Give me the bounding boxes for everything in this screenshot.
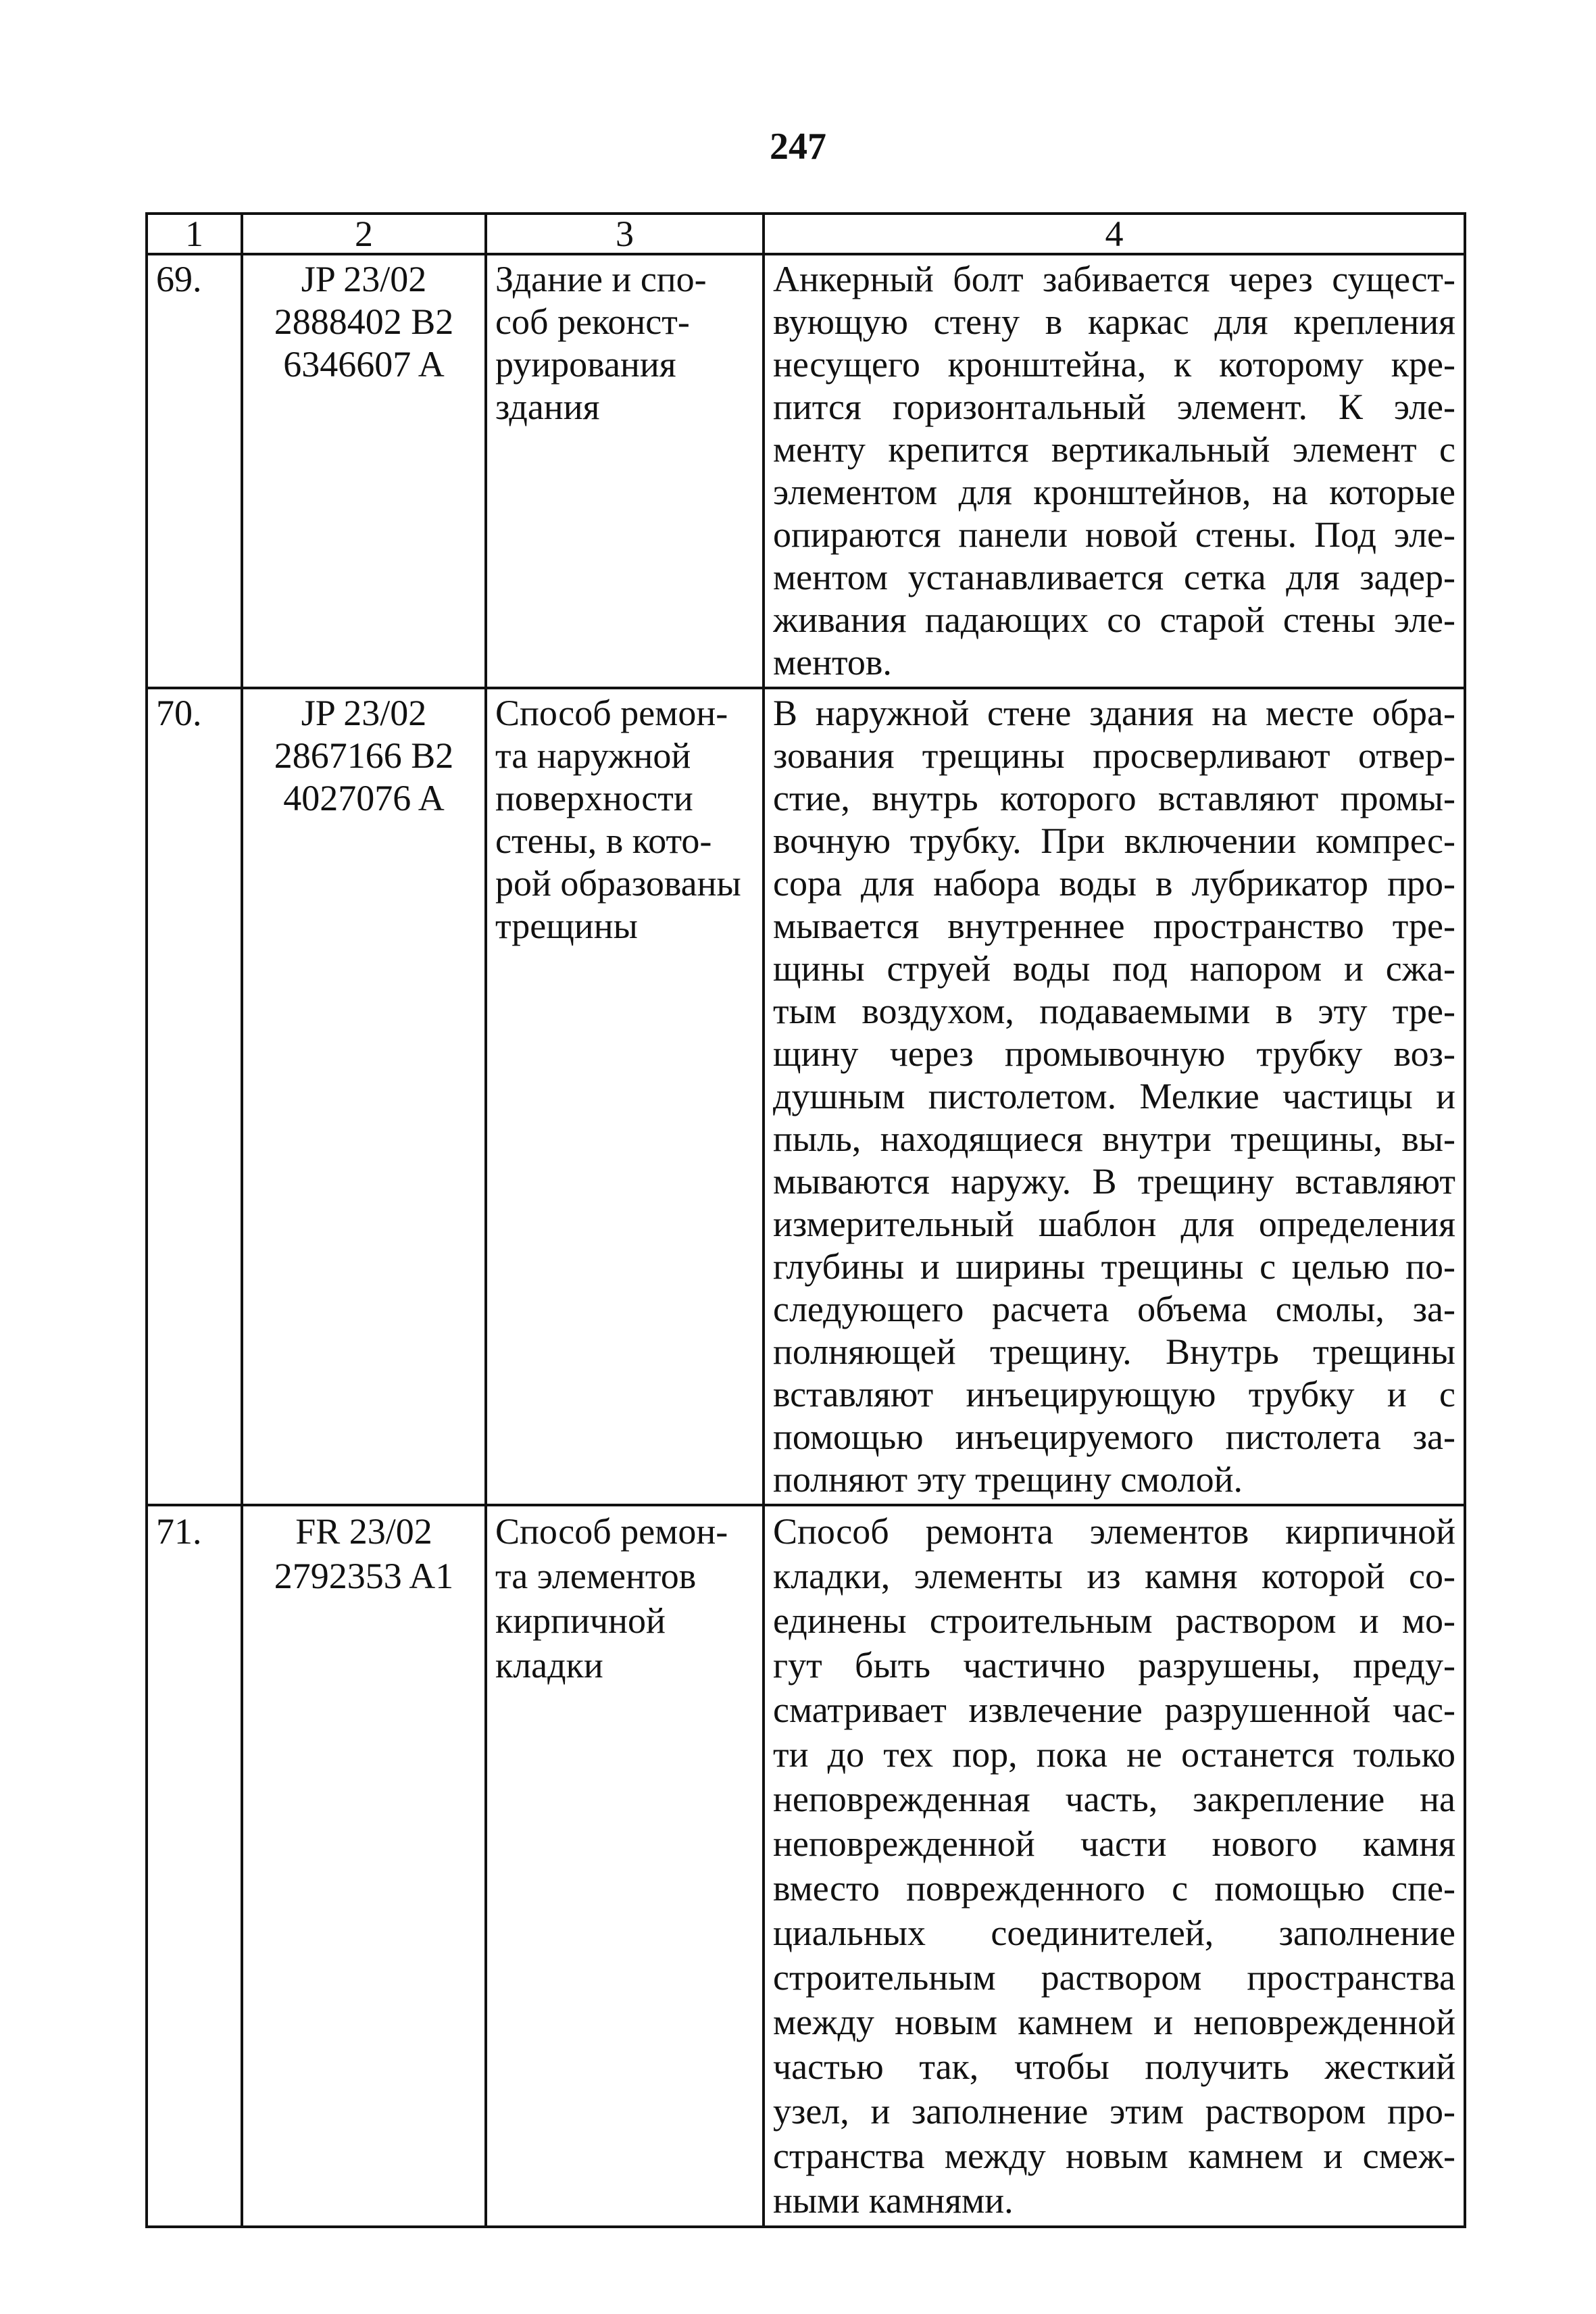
text-line: 2867166 B2 bbox=[274, 735, 454, 776]
patent-numbers bbox=[242, 688, 486, 1505]
text-line: FR 23/02 bbox=[295, 1511, 432, 1552]
invention-title bbox=[486, 254, 764, 688]
header-col-2: 2 bbox=[242, 214, 486, 254]
text-line: Здание и спо- bbox=[495, 259, 707, 299]
text-line: кирпичной bbox=[495, 1600, 666, 1641]
row-number: 69. bbox=[147, 254, 242, 688]
text-line: циальных соединителей, заполнение bbox=[773, 1913, 1455, 1953]
text-line: ти до тех пор, пока не останется только bbox=[773, 1734, 1455, 1775]
text-line: полняют эту трещину смолой. bbox=[773, 1459, 1243, 1500]
text-line: мывается внутреннее пространство тре- bbox=[773, 906, 1455, 946]
text-line: следующего расчета объема смолы, за- bbox=[773, 1289, 1455, 1329]
text-line: трещины bbox=[495, 906, 638, 946]
text-line: кладки, элементы из камня которой со- bbox=[773, 1556, 1455, 1596]
text-line: глубины и ширины трещины с целью по- bbox=[773, 1246, 1455, 1287]
invention-title bbox=[486, 1505, 764, 2227]
text-line: 2888402 B2 bbox=[274, 301, 454, 342]
text-line: та наружной bbox=[495, 735, 691, 776]
text-line: Способ ремонта элементов кирпичной bbox=[773, 1511, 1455, 1552]
text-line: вующую стену в каркас для крепления bbox=[773, 301, 1455, 342]
text-line: руирования bbox=[495, 344, 676, 385]
text-line: ными камнями. bbox=[773, 2180, 1014, 2221]
text-line: вставляют инъецирующую трубку и с bbox=[773, 1374, 1455, 1414]
text-line: несущего кронштейна, к которому кре- bbox=[773, 344, 1455, 385]
text-line: единены строительным раствором и мо- bbox=[773, 1600, 1455, 1641]
row-number: 70. bbox=[147, 688, 242, 1505]
text-line: В наружной стене здания на месте обра- bbox=[773, 693, 1455, 733]
text-line: щины струей воды под напором и сжа- bbox=[773, 948, 1455, 989]
patent-numbers bbox=[242, 254, 486, 688]
text-line: между новым камнем и неповрежденной bbox=[773, 2002, 1455, 2042]
row-number: 71. bbox=[147, 1505, 242, 2227]
text-line: ментом устанавливается сетка для задер- bbox=[773, 557, 1455, 597]
invention-description bbox=[764, 254, 1465, 688]
text-line: узел, и заполнение этим раствором про- bbox=[773, 2091, 1455, 2132]
text-line: щину через промывочную трубку воз- bbox=[773, 1033, 1455, 1074]
text-line: опираются панели новой стены. Под эле- bbox=[773, 514, 1455, 555]
text-line: рой образованы bbox=[495, 863, 741, 904]
text-line: соб реконст- bbox=[495, 301, 690, 342]
text-line: менту крепится вертикальный элемент с bbox=[773, 429, 1455, 470]
table-header-row bbox=[147, 214, 1465, 254]
text-line: гут быть частично разрушены, преду- bbox=[773, 1645, 1455, 1685]
text-line: полняющей трещину. Внутрь трещины bbox=[773, 1331, 1455, 1372]
text-line: пыль, находящиеся внутри трещины, вы- bbox=[773, 1118, 1455, 1159]
text-line: вочную трубку. При включении компрес- bbox=[773, 820, 1455, 861]
text-line: JP 23/02 bbox=[301, 693, 427, 733]
text-line: сматривает извлечение разрушенной час- bbox=[773, 1690, 1455, 1730]
table-row bbox=[147, 254, 1465, 688]
page-number: 247 bbox=[770, 126, 826, 168]
text-line: неповрежденная часть, закрепление на bbox=[773, 1779, 1455, 1819]
text-line: Способ ремон- bbox=[495, 1511, 728, 1552]
table-row bbox=[147, 688, 1465, 1505]
header-col-4: 4 bbox=[764, 214, 1465, 254]
invention-description bbox=[764, 688, 1465, 1505]
text-line: поверхности bbox=[495, 778, 693, 818]
text-line: живания падающих со старой стены эле- bbox=[773, 599, 1455, 640]
text-line: сора для набора воды в лубрикатор про- bbox=[773, 863, 1455, 904]
text-line: JP 23/02 bbox=[301, 259, 427, 299]
text-line: душным пистолетом. Мелкие частицы и bbox=[773, 1076, 1455, 1116]
text-line: стие, внутрь которого вставляют промы- bbox=[773, 778, 1455, 818]
invention-title bbox=[486, 688, 764, 1505]
text-line: кладки bbox=[495, 1645, 603, 1685]
text-line: Способ ремон- bbox=[495, 693, 728, 733]
patent-table bbox=[145, 212, 1466, 2228]
text-line: стены, в кото- bbox=[495, 820, 712, 861]
table-row bbox=[147, 1505, 1465, 2227]
text-line: вместо поврежденного с помощью спе- bbox=[773, 1868, 1455, 1909]
text-line: 2792353 A1 bbox=[274, 1556, 454, 1596]
text-line: мываются наружу. В трещину вставляют bbox=[773, 1161, 1455, 1202]
text-line: 4027076 A bbox=[283, 778, 445, 818]
text-line: элементом для кронштейнов, на которые bbox=[773, 472, 1455, 512]
header-col-3: 3 bbox=[486, 214, 764, 254]
text-line: частью так, чтобы получить жесткий bbox=[773, 2046, 1455, 2087]
text-line: зования трещины просверливают отвер- bbox=[773, 735, 1455, 776]
header-col-1: 1 bbox=[147, 214, 242, 254]
text-line: странства между новым камнем и смеж- bbox=[773, 2136, 1455, 2176]
text-line: ментов. bbox=[773, 642, 892, 683]
text-line: тым воздухом, подаваемыми в эту тре- bbox=[773, 991, 1455, 1031]
text-line: неповрежденной части нового камня bbox=[773, 1823, 1455, 1864]
text-line: измерительный шаблон для определения bbox=[773, 1204, 1455, 1244]
text-line: помощью инъецируемого пистолета за- bbox=[773, 1417, 1455, 1457]
text-line: пится горизонтальный элемент. К эле- bbox=[773, 387, 1455, 427]
text-line: та элементов bbox=[495, 1556, 697, 1596]
text-line: Анкерный болт забивается через сущест- bbox=[773, 259, 1455, 299]
text-line: здания bbox=[495, 387, 600, 427]
patent-numbers bbox=[242, 1505, 486, 2227]
invention-description bbox=[764, 1505, 1465, 2227]
text-line: строительным раствором пространства bbox=[773, 1957, 1455, 1998]
text-line: 6346607 A bbox=[283, 344, 445, 385]
